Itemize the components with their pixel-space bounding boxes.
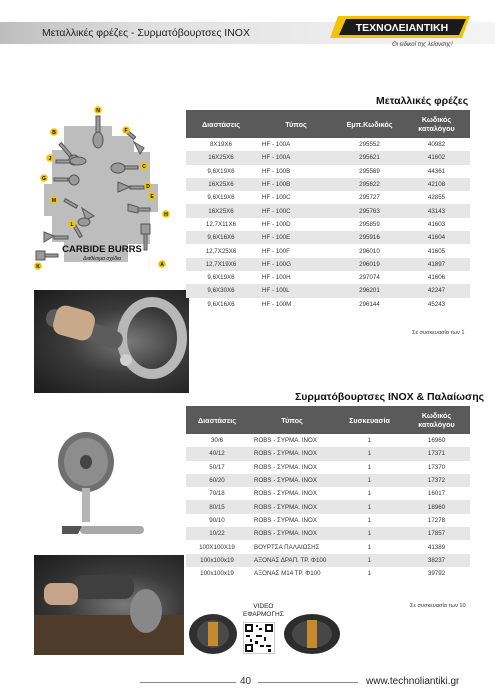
col-type: Τύπος [248,406,336,434]
grinder-photo [34,290,189,393]
table-cell: 9,6X16X6 [186,231,256,244]
table-cell: 1 [367,490,372,498]
table-row [186,434,470,447]
table-cell: HF - 100A [256,151,336,164]
table-cell: 40982 [427,141,446,149]
section2-note: Σε συσκευασία των 10 [410,603,466,609]
letter-B: B [52,129,56,136]
section1-title: Μεταλλικές φρέζες [376,95,469,107]
table-cell: 17857 [403,527,470,540]
diagram-subtitle: Διαθέσιμα σχέδια [82,256,122,262]
table-row [186,271,470,284]
table-row [186,447,470,460]
table-cell: ROBS - ΣΥΡΜΑ. INOX [254,463,317,471]
brush-usage-photo [34,555,184,655]
video-label-line2: ΕΦΑΡΜΟΓΗΣ [243,611,284,618]
table-row [186,258,470,271]
table-cell: 296010 [359,247,380,255]
table-row [186,500,470,513]
table-cell: 17371 [403,447,470,460]
letter-F: F [124,127,128,134]
col-dimensions: Διαστάσεις [186,406,248,434]
table-cell: ROBS - ΣΥΡΜΑ. INOX [254,437,317,445]
table-row [186,165,470,178]
table-cell: ROBS - ΣΥΡΜΑ. INOX [254,490,317,498]
table-row [186,204,470,217]
table-cell: HF - 100F [262,247,290,255]
table-row [186,514,470,527]
table-cell: 16960 [427,437,446,445]
table-row [186,244,470,257]
col-dimensions: Διαστάσεις [186,110,256,138]
table-row [186,487,470,500]
table-cell: ROBS - ΣΥΡΜΑ. INOX [248,527,336,540]
table-cell: 10/22 [186,527,248,540]
logo-text: ΤΕΧΝΟΛΕΙΑΝΤΙΚΗ [355,22,449,34]
table-row [186,191,470,204]
table-cell: ROBS - ΣΥΡΜΑ. INOX [248,447,336,460]
table-cell: ROBS - ΣΥΡΜΑ. INOX [248,500,336,513]
table-cell: 9,6X30X6 [186,284,256,297]
table-cell: 41897 [403,258,470,271]
table-row [186,138,470,151]
letter-H: H [164,211,168,218]
table-cell: 1 [336,554,403,567]
table-row [186,461,470,474]
table-cell: 17278 [427,516,446,524]
table-cell: 41602 [403,151,470,164]
table-cell: 17370 [427,463,446,471]
table-cell: 297074 [359,274,380,282]
table-cell: 90/10 [209,516,225,524]
table-cell: 295763 [336,204,403,217]
table-cell: 295621 [336,151,403,164]
table-cell: HF - 100C [256,204,336,217]
table-cell: HF - 100M [262,300,292,308]
table-cell: 17372 [403,474,470,487]
wire-brush-image [50,430,150,540]
table-cell: HF - 100E [256,231,336,244]
table-cell: 12,7X25X6 [205,247,237,255]
video-label-line1: VIDEO [253,603,274,610]
table-row [186,231,470,244]
table-cell: 40/12 [186,447,248,460]
table-cell: 9,6X19X6 [207,167,235,175]
table-cell: 41606 [427,274,446,282]
table-cell: 41604 [403,231,470,244]
table-cell: HF - 100H [262,274,291,282]
letter-K: K [36,263,40,270]
table-cell: 12,7X11X6 [205,220,237,228]
table-cell: 16017 [427,490,446,498]
cylinder-brush-right [281,612,343,656]
burrs-table [186,110,470,311]
table-cell: 1 [336,447,403,460]
table-cell: 295622 [336,178,403,191]
letter-G: G [42,175,46,182]
table-cell: 1 [336,500,403,513]
logo-tagline: Οι ειδικοί της λείανσης! [392,42,453,48]
table-cell: HF - 100L [256,284,336,297]
table-cell: 9,6X19X6 [207,194,235,202]
table-cell: ΑΞΟΝΑΣ ΔΡΑΠ. ΤΡ. Φ100 [248,554,336,567]
table-cell: 295916 [336,231,403,244]
col-trade-code: Εμπ.Κωδικός [336,110,403,138]
table-row [186,554,470,567]
section1-note: Σε συσκευασία των 1 [412,330,465,336]
table-cell: 70/18 [209,490,225,498]
table-cell: 80/15 [186,500,248,513]
table-cell: ROBS - ΣΥΡΜΑ. INOX [254,516,317,524]
table-row [186,218,470,231]
table-cell: 60/20 [186,474,248,487]
table-row [186,298,470,311]
table-cell: 100x100x19 [200,570,234,578]
table-cell: HF - 100C [262,194,291,202]
table-cell: 18960 [403,500,470,513]
table-row [186,540,470,553]
table-cell: 16X25X6 [186,151,256,164]
table-cell: HF - 100B [256,178,336,191]
table-cell: 39792 [427,570,446,578]
section2-title: Συρματόβουρτσες INOX & Παλαίωσης [295,391,485,403]
cylinder-brush-left [186,612,240,656]
table-row [186,527,470,540]
table-row [186,284,470,297]
table-cell: 16X25X6 [186,204,256,217]
table-cell: 1 [367,543,372,551]
letter-M: M [51,197,57,204]
table-cell: 295569 [359,167,380,175]
brushes-table [186,406,470,580]
col-catalog-code: Κωδικός καταλόγου [403,110,470,138]
col-catalog-code: Κωδικός καταλόγου [403,406,470,434]
table-cell: 30/6 [210,437,224,445]
table-row [186,151,470,164]
page-number: 40 [240,676,252,687]
letter-E: E [150,193,154,200]
table-cell: 8X19X6 [209,141,233,149]
footer-line-right [258,682,358,683]
table-cell: 295727 [359,194,380,202]
website-link[interactable]: www.technoliantiki.gr [366,676,460,687]
table-cell: 9,6X16X6 [207,300,235,308]
table-cell: HF - 100A [262,141,291,149]
letter-D: D [146,183,150,190]
col-packaging: Συσκευασία [336,406,403,434]
table-cell: 44361 [427,167,446,175]
table-cell: ROBS - ΣΥΡΜΑ. INOX [248,474,336,487]
table-cell: ΒΟΥΡΤΣΑ ΠΑΛΑΙΩΣΗΣ [254,543,320,551]
table-cell: HF - 100G [256,258,336,271]
table-cell: 16X25X6 [186,178,256,191]
table-cell: 296144 [359,300,380,308]
table-cell: 1 [367,516,372,524]
letter-L: L [70,221,74,228]
table-cell: 43143 [403,204,470,217]
table-row [186,178,470,191]
table-cell: 1 [367,437,372,445]
table-cell: 41605 [427,247,446,255]
brand-logo [328,14,470,40]
letter-J: J [48,155,52,162]
table-cell: 42855 [427,194,446,202]
qr-code[interactable] [243,622,275,654]
col-type: Τύπος [256,110,336,138]
table-cell: 296019 [336,258,403,271]
table-cell: HF - 100D [262,220,291,228]
table-row [186,474,470,487]
table-cell: 295859 [359,220,380,228]
footer-line-left [140,682,236,683]
table-cell: ΑΞΟΝΑΣ Μ14 ΤΡ. Φ100 [254,570,321,578]
table-cell: HF - 100B [262,167,291,175]
letter-N: N [96,107,100,114]
table-cell: 42108 [403,178,470,191]
letter-C: C [142,163,146,170]
table-cell: 100X100X19 [199,543,235,551]
table-cell: 50/17 [209,463,225,471]
table-cell: 1 [336,474,403,487]
table-cell: 38237 [403,554,470,567]
table-cell: 296201 [336,284,403,297]
table-cell: 12,7X19X6 [186,258,256,271]
table-cell: 41603 [427,220,446,228]
letter-A: A [160,261,164,268]
table-cell: 100x100x19 [186,554,248,567]
table-cell: 42247 [403,284,470,297]
table-cell: 1 [367,570,372,578]
table-cell: 9,6X19X6 [207,274,235,282]
table-cell: 41389 [427,543,446,551]
video-label [243,603,284,619]
carbide-burrs-diagram [34,104,186,278]
table-row [186,567,470,580]
table-cell: 1 [367,463,372,471]
diagram-title: CARBIDE BURRS [62,244,142,255]
table-cell: 45243 [427,300,446,308]
table-cell: 295552 [359,141,380,149]
page-title: Μεταλλικές φρέζες - Συρματόβουρτσες INOX [42,27,250,39]
table-cell: 1 [336,527,403,540]
